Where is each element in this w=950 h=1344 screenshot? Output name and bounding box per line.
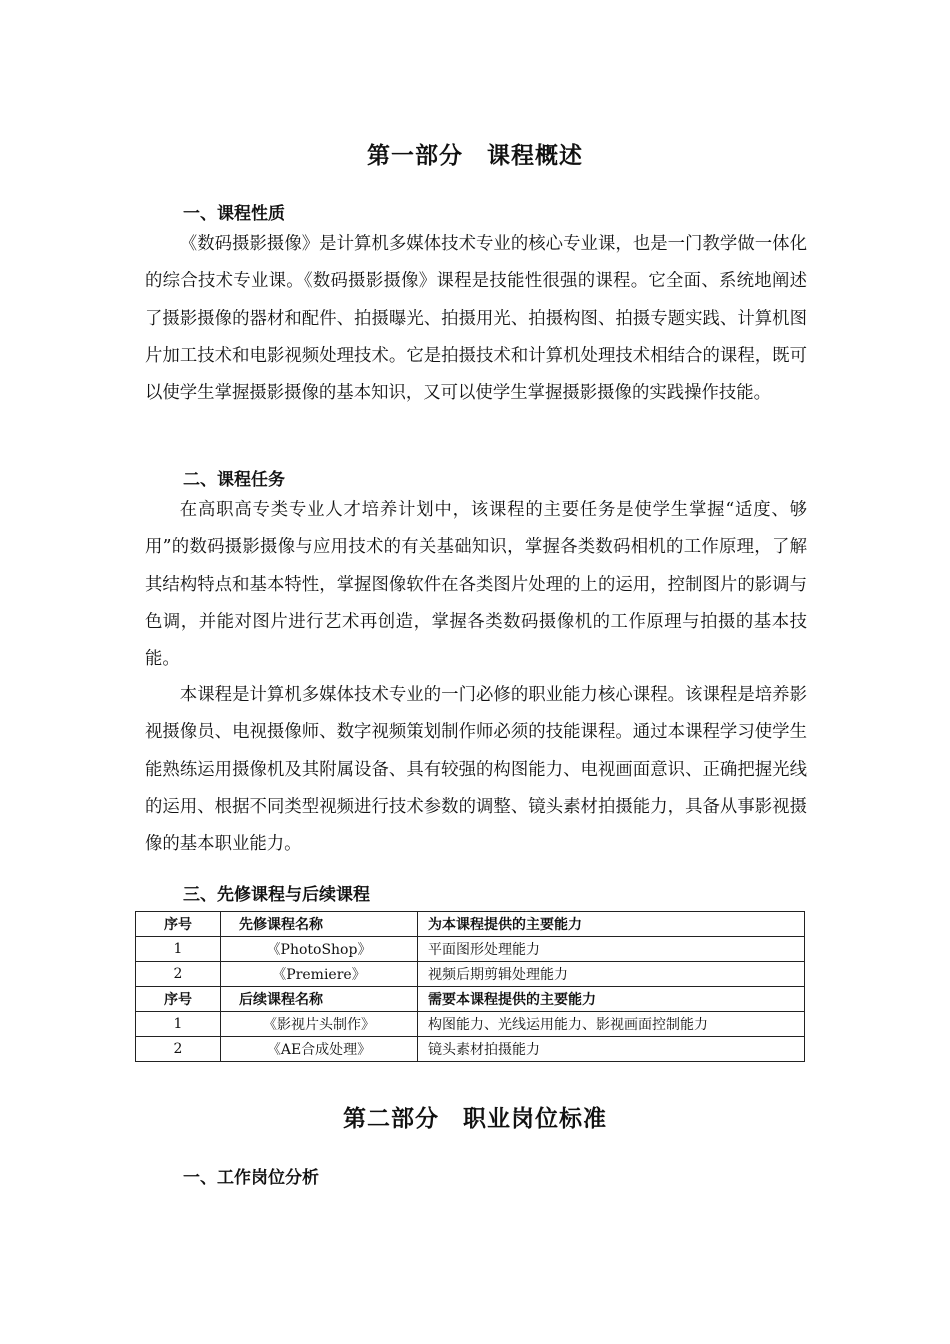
table-header-row-followup <box>136 987 805 1012</box>
section-heading-related-courses: 三、先修课程与后续课程 <box>183 885 370 905</box>
paragraph-course-tasks-2: 本课程是计算机多媒体技术专业的一门必修的职业能力核心课程。该课程是培养影视摄像员、电视摄像师、数字视频策划制作师必须的技能课程。通过本课程学习使学生能熟练运用摄像机及其附属设备、具有较强的构图能力、电视画面意识、正确把握光线的运用、根据不同类型视频进行技术参数的调整、镜头素材拍摄能力，具备从事影视摄像的基本职业能力。 <box>145 685 807 855</box>
section-heading-course-tasks: 二、课程任务 <box>183 470 285 490</box>
table-cell: 1 <box>136 937 221 962</box>
paragraph-course-nature: 《数码摄影摄像》是计算机多媒体技术专业的核心专业课，也是一门教学做一体化的综合技术专业课。《数码摄影摄像》课程是技能性很强的课程。它全面、系统地阐述了摄影摄像的器材和配件、拍摄曝光、拍摄用光、拍摄构图、拍摄专题实践、计算机图片加工技术和电影视频处理技术。它是拍摄技术和计算机处理技术相结合的课程，既可以使学生掌握摄影摄像的基本知识，又可以使学生掌握摄影摄像的实践操作技能。 <box>145 234 807 404</box>
table-cell: 《PhotoShop》 <box>221 937 418 962</box>
table-row <box>136 937 805 962</box>
table-cell: 《AE合成处理》 <box>221 1037 418 1062</box>
table-cell: 1 <box>136 1012 221 1037</box>
table-row <box>136 1012 805 1037</box>
table-cell: 《影视片头制作》 <box>221 1012 418 1037</box>
table-header-cell: 序号 <box>136 987 221 1012</box>
table-header-cell: 为本课程提供的主要能力 <box>418 912 805 937</box>
table-header-cell: 序号 <box>136 912 221 937</box>
table-header-cell: 后续课程名称 <box>221 987 418 1012</box>
table-cell: 《Premiere》 <box>221 962 418 987</box>
table-cell: 2 <box>136 1037 221 1062</box>
table-row <box>136 962 805 987</box>
part2-title: 第二部分 职业岗位标准 <box>343 1106 607 1132</box>
related-courses-table <box>135 911 805 1062</box>
table-header-row-prereq <box>136 912 805 937</box>
table-header-cell: 需要本课程提供的主要能力 <box>418 987 805 1012</box>
table-cell: 镜头素材拍摄能力 <box>418 1037 805 1062</box>
table-row <box>136 1037 805 1062</box>
section-heading-job-analysis: 一、工作岗位分析 <box>183 1168 319 1188</box>
table-cell: 视频后期剪辑处理能力 <box>418 962 805 987</box>
table-cell: 平面图形处理能力 <box>418 937 805 962</box>
section-heading-course-nature: 一、课程性质 <box>183 204 285 224</box>
table-cell: 2 <box>136 962 221 987</box>
part1-title: 第一部分 课程概述 <box>367 143 583 169</box>
paragraph-course-tasks-1: 在高职高专类专业人才培养计划中，该课程的主要任务是使学生掌握“适度、够用”的数码摄影摄像与应用技术的有关基础知识，掌握各类数码相机的工作原理，了解其结构特点和基本特性，掌握图像软件在各类图片处理的上的运用，控制图片的影调与色调，并能对图片进行艺术再创造，掌握各类数码摄像机的工作原理与拍摄的基本技能。 <box>145 500 807 670</box>
table-cell: 构图能力、光线运用能力、影视画面控制能力 <box>418 1012 805 1037</box>
table-header-cell: 先修课程名称 <box>221 912 418 937</box>
